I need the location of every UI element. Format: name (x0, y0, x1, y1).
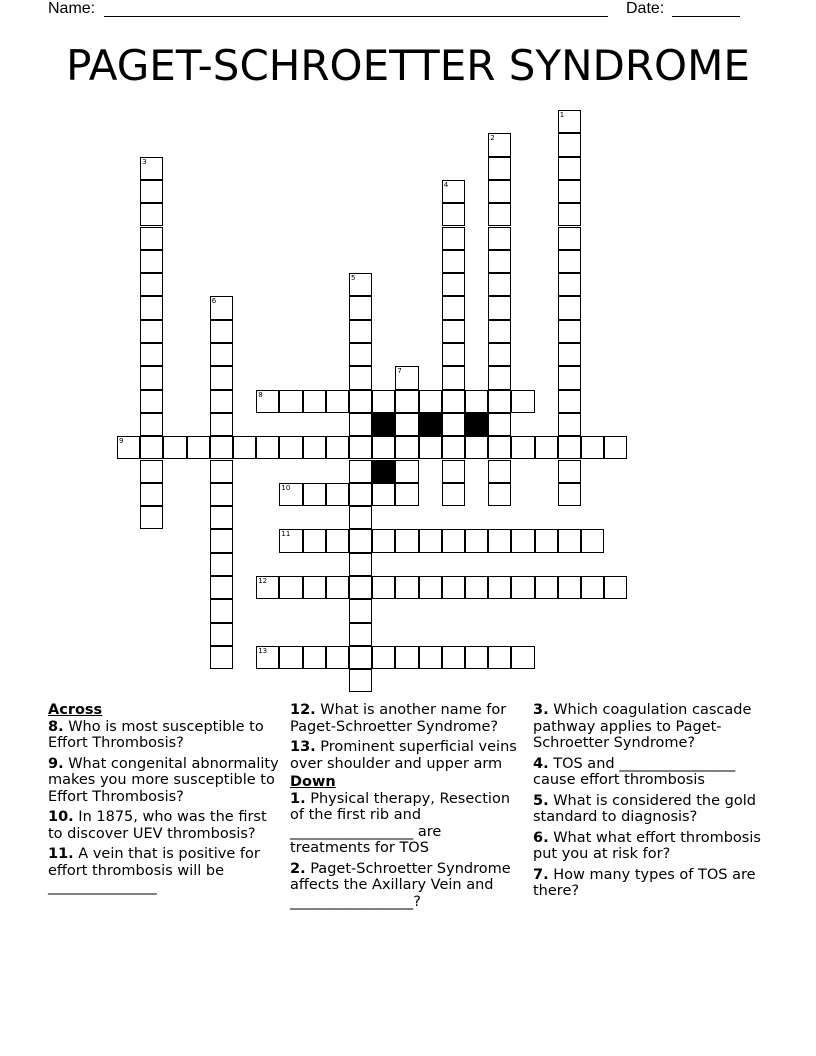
grid-cell[interactable] (488, 227, 511, 250)
grid-cell[interactable] (442, 436, 465, 459)
grid-cell[interactable] (279, 646, 302, 669)
grid-cell[interactable] (395, 413, 418, 436)
date-label: Date: (626, 0, 665, 17)
grid-cell[interactable] (279, 390, 302, 413)
grid-cell[interactable] (558, 436, 581, 459)
grid-cell[interactable] (326, 646, 349, 669)
grid-cell[interactable] (303, 483, 326, 506)
grid-cell[interactable] (140, 483, 163, 506)
grid-cell[interactable] (558, 180, 581, 203)
clue-number: 2 (490, 134, 495, 143)
grid-cell[interactable] (395, 436, 418, 459)
clue-number: 7 (397, 367, 402, 376)
grid-cell[interactable] (465, 576, 488, 599)
grid-cell[interactable] (326, 390, 349, 413)
grid-cell[interactable] (349, 273, 372, 296)
grid-cell[interactable] (140, 320, 163, 343)
grid-cell[interactable] (535, 576, 558, 599)
grid-cell[interactable] (349, 483, 372, 506)
grid-cell[interactable] (256, 390, 279, 413)
grid-cell[interactable] (419, 576, 442, 599)
grid-cell[interactable] (349, 623, 372, 646)
grid-cell[interactable] (187, 436, 210, 459)
grid-cell[interactable] (210, 483, 233, 506)
grid-cell[interactable] (349, 413, 372, 436)
grid-cell[interactable] (140, 227, 163, 250)
grid-cell[interactable] (326, 436, 349, 459)
grid-cell[interactable] (488, 133, 511, 156)
grid-cell[interactable] (279, 576, 302, 599)
grid-cell[interactable] (233, 436, 256, 459)
grid-cell[interactable] (210, 366, 233, 389)
grid-cell[interactable] (465, 390, 488, 413)
grid-cell[interactable] (349, 506, 372, 529)
clue-number: 6 (211, 297, 217, 306)
grid-cell[interactable] (442, 320, 465, 343)
grid-cell[interactable] (140, 203, 163, 226)
grid-cell[interactable] (558, 366, 581, 389)
grid-cell[interactable] (442, 413, 465, 436)
clue-number: 13 (258, 646, 268, 655)
grid-cell[interactable] (140, 250, 163, 273)
grid-cell[interactable] (256, 436, 279, 459)
grid-cell[interactable] (419, 646, 442, 669)
grid-cell[interactable] (558, 296, 581, 319)
grid-cell[interactable] (442, 390, 465, 413)
clue-across-11: 11. A vein that is positive for effort thrombosis will be _______________ (48, 846, 260, 895)
grid-cell[interactable] (279, 436, 302, 459)
clue-down-2: 2. Paget-Schroetter Syndrome affects the Axillary Vein and _________________? (290, 860, 511, 910)
grid-cell[interactable] (163, 436, 186, 459)
grid-cell[interactable] (395, 460, 418, 483)
grid-cell[interactable] (349, 296, 372, 319)
clue-across-13: 13. Prominent superficial veins over shoulder and upper arm (290, 739, 517, 772)
grid-cell[interactable] (488, 436, 511, 459)
grid-cell[interactable] (488, 413, 511, 436)
page-title: PAGET-SCHROETTER SYNDROME (66, 41, 750, 90)
clues-column-2 (290, 702, 526, 914)
grid-cell[interactable] (395, 646, 418, 669)
grid-cell[interactable] (511, 646, 534, 669)
clue-across-9: 9. What congenital abnormality makes you more susceptible to Effort Thrombosis? (48, 755, 279, 805)
grid-cell[interactable] (581, 529, 604, 552)
grid-cell[interactable] (349, 320, 372, 343)
grid-cell[interactable] (140, 436, 163, 459)
grid-cell[interactable] (140, 366, 163, 389)
grid-cell[interactable] (210, 553, 233, 576)
grid-cell[interactable] (488, 296, 511, 319)
grid-cell[interactable] (140, 180, 163, 203)
grid-cell[interactable] (419, 390, 442, 413)
grid-cell[interactable] (419, 529, 442, 552)
grid-cell[interactable] (210, 436, 233, 459)
clue-down-7: 7. How many types of TOS are there? (533, 866, 756, 899)
grid-cell[interactable] (303, 529, 326, 552)
grid-cell[interactable] (604, 436, 627, 459)
grid-cell[interactable] (210, 296, 233, 319)
grid-cell[interactable] (349, 366, 372, 389)
grid-cell[interactable] (372, 576, 395, 599)
grid-cell[interactable] (442, 343, 465, 366)
grid-cell[interactable] (349, 436, 372, 459)
grid-cell[interactable] (511, 529, 534, 552)
grid-cell[interactable] (511, 576, 534, 599)
grid-cell[interactable] (558, 529, 581, 552)
grid-cell[interactable] (117, 436, 140, 459)
grid-cell[interactable] (210, 576, 233, 599)
clue-down-6: 6. What what effort thrombosis put you at risk for? (533, 829, 761, 862)
grid-cell[interactable] (488, 273, 511, 296)
clues-column-1 (48, 702, 280, 900)
grid-cell[interactable] (349, 460, 372, 483)
grid-cell[interactable] (395, 390, 418, 413)
grid-cell[interactable] (140, 157, 163, 180)
grid-cell[interactable] (303, 646, 326, 669)
clue-number: 5 (351, 274, 356, 283)
grid-cell[interactable] (210, 413, 233, 436)
grid-cell[interactable] (488, 180, 511, 203)
grid-cell[interactable] (558, 203, 581, 226)
grid-cell[interactable] (256, 646, 279, 669)
clue-across-12: 12. What is another name for Paget-Schroetter Syndrome? (290, 702, 507, 735)
grid-cell[interactable] (558, 576, 581, 599)
grid-cell[interactable] (558, 133, 581, 156)
grid-cell[interactable] (442, 296, 465, 319)
grid-cell[interactable] (279, 529, 302, 552)
grid-cell[interactable] (581, 436, 604, 459)
grid-cell[interactable] (442, 576, 465, 599)
clue-down-1: 1. Physical therapy, Resection of the first rib and _________________ are treatments for TOS (290, 790, 511, 856)
grid-cell[interactable] (465, 646, 488, 669)
black-square (419, 413, 442, 436)
grid-cell[interactable] (488, 366, 511, 389)
grid-cell[interactable] (442, 366, 465, 389)
clue-number: 4 (443, 180, 449, 189)
black-square (372, 460, 395, 483)
grid-cell[interactable] (349, 646, 372, 669)
grid-cell[interactable] (442, 203, 465, 226)
grid-cell[interactable] (488, 460, 511, 483)
grid-cell[interactable] (140, 460, 163, 483)
grid-cell[interactable] (140, 390, 163, 413)
grid-cell[interactable] (511, 390, 534, 413)
clue-number: 11 (281, 530, 291, 539)
grid-cell[interactable] (372, 390, 395, 413)
grid-cell[interactable] (303, 436, 326, 459)
grid-cell[interactable] (442, 483, 465, 506)
grid-cell[interactable] (488, 529, 511, 552)
grid-cell[interactable] (395, 529, 418, 552)
grid-cell[interactable] (488, 483, 511, 506)
clue-down-3: 3. Which coagulation cascade pathway applies to Paget-Schroetter Syndrome? (533, 702, 752, 751)
grid-cell[interactable] (442, 646, 465, 669)
grid-cell[interactable] (395, 483, 418, 506)
clue-number: 1 (559, 111, 565, 119)
grid-cell[interactable] (558, 460, 581, 483)
grid-cell[interactable] (372, 646, 395, 669)
grid-cell[interactable] (558, 320, 581, 343)
grid-cell[interactable] (210, 506, 233, 529)
grid-cell[interactable] (210, 646, 233, 669)
grid-cell[interactable] (558, 273, 581, 296)
clue-down-5: 5. What is considered the gold standard to diagnosis? (533, 792, 756, 825)
black-square (372, 413, 395, 436)
grid-cell[interactable] (488, 646, 511, 669)
grid-cell[interactable] (349, 669, 372, 692)
across-heading: Across (48, 702, 103, 718)
grid-cell[interactable] (303, 576, 326, 599)
grid-cell[interactable] (488, 157, 511, 180)
grid-cell[interactable] (558, 110, 581, 133)
grid-cell[interactable] (442, 273, 465, 296)
grid-cell[interactable] (303, 390, 326, 413)
grid-cell[interactable] (465, 529, 488, 552)
grid-cell[interactable] (442, 227, 465, 250)
name-label: Name: (48, 0, 96, 17)
grid-cell[interactable] (395, 576, 418, 599)
grid-cell[interactable] (210, 343, 233, 366)
clue-number: 12 (258, 577, 268, 585)
grid-cell[interactable] (210, 623, 233, 646)
grid-cell[interactable] (442, 250, 465, 273)
grid-cell[interactable] (488, 203, 511, 226)
grid-cell[interactable] (511, 436, 534, 459)
grid-cell[interactable] (604, 576, 627, 599)
grid-cell[interactable] (140, 273, 163, 296)
grid-cell[interactable] (488, 250, 511, 273)
grid-cell[interactable] (488, 320, 511, 343)
grid-cell[interactable] (535, 529, 558, 552)
grid-cell[interactable] (349, 390, 372, 413)
grid-cell[interactable] (558, 483, 581, 506)
grid-cell[interactable] (465, 436, 488, 459)
grid-cell[interactable] (535, 436, 558, 459)
grid-cell[interactable] (349, 599, 372, 622)
grid-cell[interactable] (581, 576, 604, 599)
grid-cell[interactable] (210, 599, 233, 622)
grid-cell[interactable] (558, 413, 581, 436)
grid-cell[interactable] (349, 529, 372, 552)
grid-cell[interactable] (210, 460, 233, 483)
clue-number: 3 (142, 157, 147, 166)
clue-down-4: 4. TOS and ________________ cause effort thrombosis (533, 755, 736, 788)
grid-cell[interactable] (488, 343, 511, 366)
grid-cell[interactable] (558, 390, 581, 413)
grid-cell[interactable] (442, 529, 465, 552)
grid-cell[interactable] (442, 460, 465, 483)
grid-cell[interactable] (558, 250, 581, 273)
grid-cell[interactable] (140, 296, 163, 319)
grid-cell[interactable] (279, 483, 302, 506)
clues-column-3 (533, 702, 769, 904)
grid-cell[interactable] (326, 529, 349, 552)
grid-cell[interactable] (140, 413, 163, 436)
grid-cell[interactable] (349, 343, 372, 366)
grid-cell[interactable] (372, 436, 395, 459)
black-square (465, 413, 488, 436)
grid-cell[interactable] (210, 320, 233, 343)
grid-cell[interactable] (256, 576, 279, 599)
grid-cell[interactable] (419, 436, 442, 459)
grid-cell[interactable] (210, 529, 233, 552)
clue-across-8: 8. Who is most susceptible to Effort Thrombosis? (48, 718, 264, 751)
grid-cell[interactable] (140, 343, 163, 366)
grid-cell[interactable] (326, 483, 349, 506)
clue-number: 9 (119, 437, 124, 446)
grid-cell[interactable] (140, 506, 163, 529)
grid-cell[interactable] (488, 576, 511, 599)
clue-across-10: 10. In 1875, who was the first to discover UEV thrombosis? (48, 809, 267, 842)
grid-cell[interactable] (210, 390, 233, 413)
grid-cell[interactable] (326, 576, 349, 599)
grid-cell[interactable] (349, 553, 372, 576)
grid-cell[interactable] (442, 180, 465, 203)
clue-number: 8 (258, 390, 263, 399)
grid-cell[interactable] (558, 157, 581, 180)
grid-cell[interactable] (488, 390, 511, 413)
grid-cell[interactable] (349, 576, 372, 599)
grid-cell[interactable] (372, 483, 395, 506)
clue-number: 10 (281, 483, 291, 492)
grid-cell[interactable] (372, 529, 395, 552)
grid-cell[interactable] (395, 366, 418, 389)
grid-cell[interactable] (558, 227, 581, 250)
grid-cell[interactable] (558, 343, 581, 366)
down-heading: Down (290, 774, 336, 790)
